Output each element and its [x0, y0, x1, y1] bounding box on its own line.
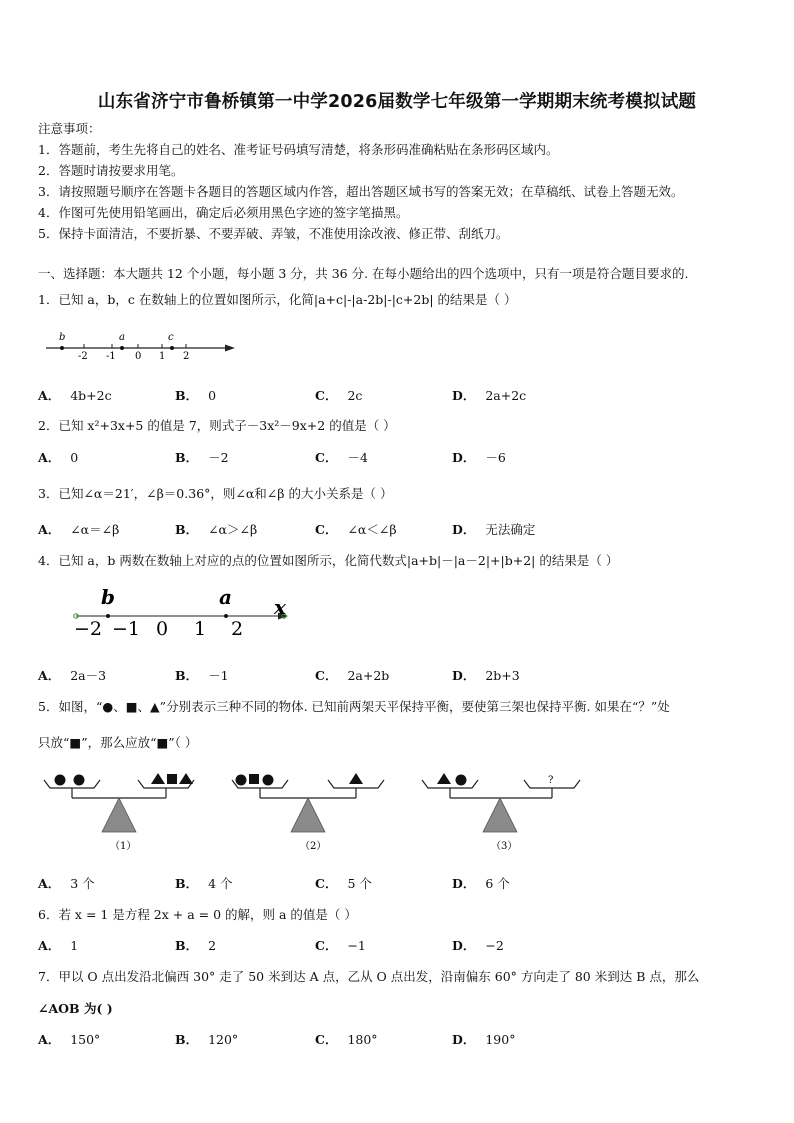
option-c[interactable]: C． −1: [315, 938, 366, 953]
option-a[interactable]: A． 0: [38, 450, 79, 465]
option-b[interactable]: B． 0: [175, 388, 217, 403]
q1-label-a: a: [119, 332, 125, 343]
circle-object: [74, 775, 85, 786]
q1-point-c: [170, 346, 174, 350]
q1-label-b: b: [59, 332, 66, 343]
question-7-options: [38, 1030, 758, 1048]
option-a[interactable]: A． ∠α＝∠β: [38, 522, 120, 537]
q4-tick-label: −1: [112, 618, 141, 640]
balance-scale-1: [44, 773, 194, 852]
option-a[interactable]: A． 3 个: [38, 876, 95, 891]
option-a[interactable]: A． 2a－3: [38, 668, 107, 683]
q1-tick-label: 1: [159, 351, 166, 362]
question-3-options: [38, 520, 758, 538]
question-7-stem-cont: ∠AOB 为( ): [38, 1001, 113, 1016]
option-d[interactable]: D． 2b+3: [452, 668, 520, 683]
option-d[interactable]: D． 2a+2c: [452, 388, 527, 403]
question-4-options: [38, 666, 758, 684]
question-4-stem: 4．已知 a，b 两数在数轴上对应的点的位置如图所示，化简代数式|a+b|－|a－2|+|b+2| 的结果是（ ）: [38, 553, 619, 568]
option-c[interactable]: C． 2a+2b: [315, 668, 390, 683]
question-2-options: [38, 448, 758, 466]
question-1-options: [38, 386, 758, 404]
triangle-object: [437, 773, 451, 784]
option-d[interactable]: D． 6 个: [452, 876, 510, 891]
q1-point-b: [60, 346, 64, 350]
option-c[interactable]: C． 2c: [315, 388, 363, 403]
notice-heading: 注意事项：: [38, 121, 101, 136]
option-d[interactable]: D． 190°: [452, 1032, 516, 1047]
question-5-stem-cont: 只放“■”，那么应放“■”（ ）: [38, 735, 198, 750]
q4-tick-label: −2: [74, 618, 103, 640]
triangle-object: [179, 773, 193, 784]
page-title: 山东省济宁市鲁桥镇第一中学2026届数学七年级第一学期期末统考模拟试题: [97, 92, 697, 112]
q1-tick-label: 2: [183, 351, 190, 362]
triangle-object: [151, 773, 165, 784]
q4-tick-label: 0: [156, 618, 169, 640]
scale-caption: （1）: [110, 841, 137, 852]
option-c[interactable]: C． 5 个: [315, 876, 372, 891]
question-1-stem: 1．已知 a，b，c 在数轴上的位置如图所示，化简|a+c|-|a-2b|-|c+2b| 的结果是（ ）: [38, 292, 517, 307]
question-5-stem: 5．如图，“●、■、▲”分别表示三种不同的物体. 已知前两架天平保持平衡，要使第三架也保持平衡. 如果在“？”处: [38, 699, 670, 714]
option-b[interactable]: B． ∠α＞∠β: [175, 522, 258, 537]
question-mark: ?: [548, 775, 554, 786]
q4-tick-label: 1: [194, 618, 207, 640]
question-7-stem: 7．甲以 O 点出发沿北偏西 30° 走了 50 米到达 A 点，乙从 O 点出发，沿南偏东 60° 方向走了 80 米到达 B 点，那么: [38, 969, 700, 984]
notice-item: 5．保持卡面清洁，不要折暴、不要弄破、弄皱，不准使用涂改液、修正带、刮纸刀。: [38, 226, 509, 241]
q4-number-line: [66, 584, 302, 640]
option-b[interactable]: B． －1: [175, 668, 229, 683]
q1-axis-arrow: [225, 345, 235, 352]
q4-label-b: b: [101, 585, 115, 609]
q1-point-a: [120, 346, 124, 350]
option-d[interactable]: D． −2: [452, 938, 504, 953]
notice-item: 4．作图可先使用铅笔画出，确定后必须用黑色字迹的签字笔描黑。: [38, 205, 409, 220]
q1-label-c: c: [168, 332, 174, 343]
balance-scale-3: [422, 773, 580, 852]
q1-tick-label: -2: [78, 351, 88, 362]
question-3-stem: 3．已知∠α＝21′，∠β＝0.36°，则∠α和∠β 的大小关系是（ ）: [38, 486, 393, 501]
question-6-stem: 6．若 x = 1 是方程 2x + a = 0 的解，则 a 的值是（ ）: [38, 907, 357, 922]
option-a[interactable]: A． 1: [38, 938, 79, 953]
q5-balance-figures: [38, 768, 598, 858]
notice-item: 1．答题前，考生先将自己的姓名、准考证号码填写清楚，将条形码准确粘贴在条形码区域内。: [38, 142, 559, 157]
q1-tick-label: -1: [106, 351, 116, 362]
option-b[interactable]: B． 4 个: [175, 876, 233, 891]
circle-object: [236, 775, 247, 786]
square-object: [167, 774, 177, 784]
option-c[interactable]: C． 180°: [315, 1032, 378, 1047]
option-d[interactable]: D． 无法确定: [452, 522, 536, 537]
option-c[interactable]: C． －4: [315, 450, 368, 465]
question-2-stem: 2．已知 x²+3x+5 的值是 7，则式子－3x²－9x+2 的值是（ ）: [38, 418, 396, 433]
option-b[interactable]: B． 2: [175, 938, 217, 953]
q4-point-a: [224, 614, 228, 618]
q4-label-a: a: [219, 585, 232, 609]
scale-caption: （2）: [300, 841, 327, 852]
question-6-options: [38, 936, 758, 954]
notice-item: 3．请按照题号顺序在答题卡各题目的答题区域内作答，超出答题区域书写的答案无效；在草稿纸、试卷上答题无效。: [38, 184, 684, 199]
notice-item: 2．答题时请按要求用笔。: [38, 163, 184, 178]
scale-caption: （3）: [491, 841, 518, 852]
circle-object: [456, 775, 467, 786]
square-object: [249, 774, 259, 784]
option-a[interactable]: A． 150°: [38, 1032, 101, 1047]
q4-axis-label-x: x: [274, 595, 286, 619]
option-b[interactable]: B． －2: [175, 450, 229, 465]
option-d[interactable]: D． －6: [452, 450, 506, 465]
q4-tick-label: 2: [231, 618, 244, 640]
section-heading: 一、选择题：本大题共 12 个小题，每小题 3 分，共 36 分. 在每小题给出的四个选项中，只有一项是符合题目要求的.: [38, 266, 689, 281]
circle-object: [55, 775, 66, 786]
circle-object: [263, 775, 274, 786]
triangle-object: [349, 773, 363, 784]
balance-scale-2: [232, 773, 384, 852]
option-c[interactable]: C． ∠α＜∠β: [315, 522, 397, 537]
q1-tick-label: 0: [135, 351, 142, 362]
q4-point-b: [106, 614, 110, 618]
option-b[interactable]: B． 120°: [175, 1032, 239, 1047]
option-a[interactable]: A． 4b+2c: [38, 388, 112, 403]
q1-number-line: [38, 326, 248, 366]
question-5-options: [38, 874, 758, 892]
